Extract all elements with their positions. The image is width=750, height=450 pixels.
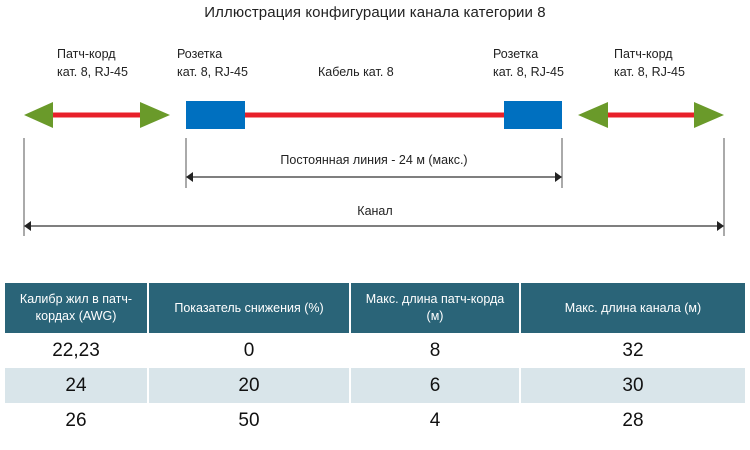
table-header-row — [5, 283, 745, 333]
table-row — [5, 333, 745, 368]
table-row — [5, 403, 745, 438]
column-header-max-cord-length: Макс. длина патч-корда (м) — [350, 283, 520, 333]
left-outlet-block — [186, 101, 245, 129]
table-row — [5, 368, 745, 403]
cell-max-channel-length: 28 — [520, 403, 745, 438]
right-outlet-block — [504, 101, 562, 129]
cell-awg: 22,23 — [5, 333, 148, 368]
cell-derating: 0 — [148, 333, 350, 368]
column-header-max-channel-length: Макс. длина канала (м) — [520, 283, 745, 333]
cell-max-cord-length: 8 — [350, 333, 520, 368]
right-outlet-label-line2: кат. 8, RJ-45 — [493, 65, 564, 79]
cell-max-channel-length: 32 — [520, 333, 745, 368]
left-outlet-label-line1: Розетка — [177, 47, 223, 61]
right-patch-cord — [578, 102, 724, 128]
cell-awg: 24 — [5, 368, 148, 403]
arrow-right-icon — [694, 102, 724, 128]
cell-max-cord-length: 4 — [350, 403, 520, 438]
channel-label-text: Канал — [357, 204, 393, 218]
column-header-derating: Показатель снижения (%) — [148, 283, 350, 333]
cell-awg: 26 — [5, 403, 148, 438]
arrow-left-icon — [578, 102, 608, 128]
arrow-left-icon — [24, 102, 53, 128]
column-header-awg: Калибр жил в патч-кордах (AWG) — [5, 283, 148, 333]
left-patch-cord-label-line1: Патч-корд — [57, 47, 116, 61]
cable-label: Кабель кат. 8 — [318, 65, 394, 79]
cell-max-cord-length: 6 — [350, 368, 520, 403]
right-outlet-label-line1: Розетка — [493, 47, 539, 61]
channel-dimension — [24, 221, 724, 231]
channel-label — [0, 202, 750, 220]
cell-derating: 20 — [148, 368, 350, 403]
right-patch-cord-label-line2: кат. 8, RJ-45 — [614, 65, 685, 79]
left-patch-cord — [24, 102, 170, 128]
cell-derating: 50 — [148, 403, 350, 438]
right-patch-cord-label-line1: Патч-корд — [614, 47, 673, 61]
left-outlet-label-line2: кат. 8, RJ-45 — [177, 65, 248, 79]
permanent-link-label-text: Постоянная линия - 24 м (макс.) — [280, 153, 468, 167]
permanent-link-label — [0, 151, 750, 169]
cell-max-channel-length: 30 — [520, 368, 745, 403]
diagram-title: Иллюстрация конфигурации канала категории 8 — [204, 4, 546, 21]
arrow-right-icon — [140, 102, 170, 128]
left-patch-cord-label-line2: кат. 8, RJ-45 — [57, 65, 128, 79]
permanent-link-dimension — [186, 172, 562, 182]
cord-length-table — [5, 283, 745, 438]
